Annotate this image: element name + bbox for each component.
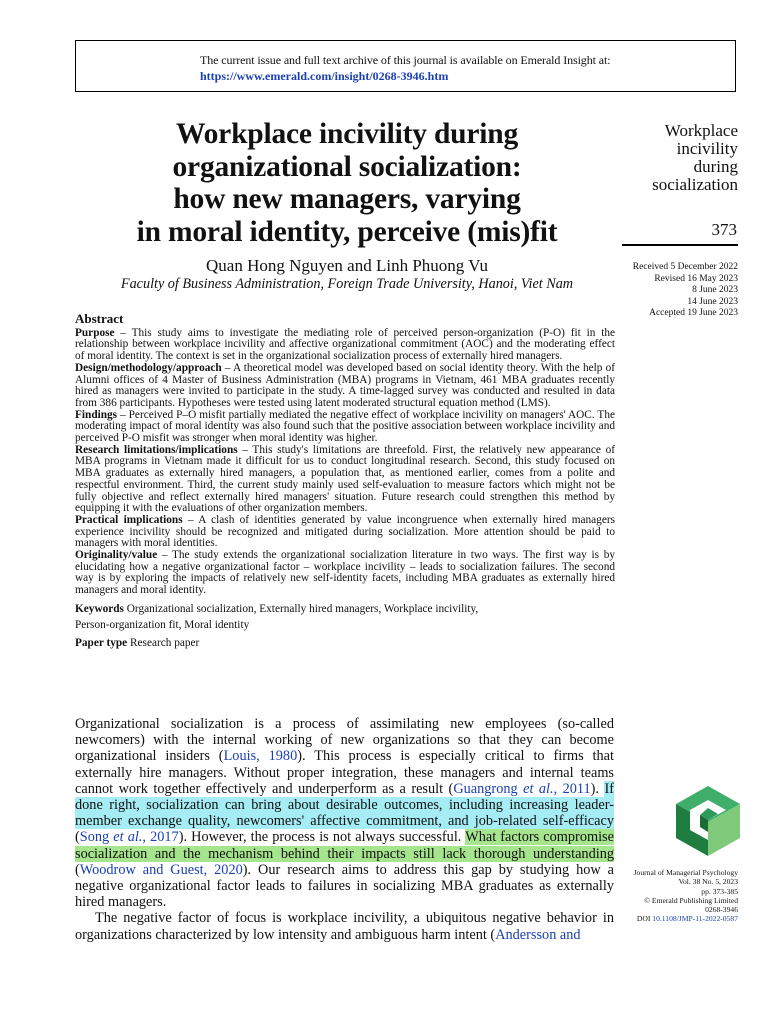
paper-type-text: Research paper bbox=[127, 636, 200, 649]
crossmark-logo-icon[interactable] bbox=[676, 786, 740, 856]
citation-text: , 2017 bbox=[142, 829, 179, 846]
highlighted-text: If done right, socialization can bring about desirable outcomes, including increasing leader-member exchange quality, newcomers' affective commitment, and job-related self-efficacy bbox=[75, 780, 614, 830]
abstract-limitations bbox=[75, 445, 615, 515]
title-line: Workplace incivility during bbox=[175, 118, 519, 150]
accepted-date: Accepted 19 June 2023 bbox=[649, 308, 738, 319]
authors: Quan Hong Nguyen and Linh Phuong Vu bbox=[206, 256, 488, 275]
page-number: 373 bbox=[711, 220, 737, 239]
body-text-run: The negative factor of focus is workplace incivility, a ubiquitous negative behavior in organizations characterized by low intensity and ambiguous harm intent ( bbox=[75, 910, 614, 943]
citation-text: , 2011 bbox=[553, 780, 591, 797]
body-paragraph bbox=[75, 910, 614, 942]
notice-text: The current issue and full text archive of this journal is available on Emerald Insight at: bbox=[200, 53, 611, 67]
running-head bbox=[652, 122, 738, 194]
body-text bbox=[75, 716, 614, 943]
journal-publisher: © Emerald Publishing Limited bbox=[644, 895, 738, 905]
title-rule bbox=[622, 244, 738, 246]
abstract-findings bbox=[75, 410, 615, 445]
abstract-originality bbox=[75, 550, 615, 597]
revised-date: Revised 16 May 2023 bbox=[654, 273, 738, 284]
body-text-run: ). This process is especially critical to firms that externally hire managers. Without proper integration, these managers and internal teams cannot work together effectively and underperform as a result ( bbox=[75, 748, 615, 797]
doi-link[interactable]: 10.1108/JMP-11-2022-0587 bbox=[652, 914, 738, 924]
citation-link[interactable]: Andersson and bbox=[495, 926, 581, 943]
purpose-label: Purpose bbox=[75, 326, 115, 339]
citation-link[interactable] bbox=[80, 829, 179, 845]
abstract bbox=[75, 313, 615, 651]
paper-type bbox=[75, 635, 615, 651]
abstract-purpose bbox=[75, 328, 615, 363]
abstract-heading: Abstract bbox=[75, 311, 124, 326]
journal-name: Journal of Managerial Psychology bbox=[633, 868, 738, 877]
title-line: in moral identity, perceive (mis)fit bbox=[136, 215, 558, 248]
originality-text: – The study extends the organizational socialization literature in two ways. The first way is by elucidating how a negative organizational factor – workplace incivility – leads to socialization failures. The second way is by exploring the impacts of relatively new self-identity facets, including MBA graduates as externally hired managers and moral identity. bbox=[75, 549, 615, 597]
body-text-run: ). bbox=[590, 780, 605, 797]
practical-text: – A clash of identities generated by value incongruence when externally hired managers experience incivility should be recognized and mitigated during socialization. More attention should be paid to managers with moral identities. bbox=[75, 513, 616, 550]
body-text-run: ( bbox=[75, 861, 80, 878]
citation-link[interactable]: Louis, 1980 bbox=[223, 748, 298, 765]
citation-link[interactable]: Woodrow and Guest, 2020 bbox=[79, 861, 243, 878]
article-title bbox=[72, 118, 622, 248]
running-head-line: during bbox=[693, 157, 738, 176]
running-head-line: Workplace bbox=[664, 121, 738, 140]
revised-date: 8 June 2023 bbox=[692, 285, 738, 296]
purpose-text: – This study aims to investigate the mediating role of perceived person-organization (P-O) fit in the relationship between workplace incivility and affective organizational commitment (AOC) and the moderating effect of moral identity. The context is set in the organizational socialization process of externally hired managers. bbox=[75, 326, 615, 363]
keywords-text: Organizational socialization, Externally hired managers, Workplace incivility, bbox=[123, 602, 479, 615]
journal-volume: Vol. 38 No. 5, 2023 bbox=[678, 877, 738, 887]
limitations-label: Research limitations/implications bbox=[75, 443, 238, 456]
revised-date: 14 June 2023 bbox=[687, 296, 738, 307]
findings-label: Findings bbox=[75, 408, 118, 421]
originality-label: Originality/value bbox=[75, 549, 158, 562]
received-date: Received 5 December 2022 bbox=[632, 262, 738, 272]
running-head-line: incivility bbox=[676, 139, 738, 158]
citation-link[interactable] bbox=[453, 781, 590, 797]
journal-issn: 0268-3946 bbox=[705, 905, 738, 915]
abstract-practical bbox=[75, 515, 615, 550]
practical-label: Practical implications bbox=[75, 513, 183, 526]
doi-label: DOI bbox=[636, 914, 653, 924]
limitations-text: – This study's limitations are threefold. First, the relatively new appearance of MBA programs in Vietnam made it difficult for us to conduct longitudinal research. Second, this study focused on MBA graduates as externally hired managers, a population that, as mentioned earlier, comes from a polite and respectful environment. Third, the current study mainly used self-evaluation to measure factors which might not be fully objective and reflect externally hired managers' situation. Future research could strengthen this method by equipping it with the evaluations of other organization members. bbox=[75, 443, 615, 515]
abstract-design bbox=[75, 363, 615, 410]
journal-availability-notice bbox=[75, 40, 736, 92]
keywords-text: Person-organization fit, Moral identity bbox=[75, 618, 250, 631]
keywords-label: Keywords bbox=[75, 602, 124, 615]
submission-dates bbox=[633, 262, 738, 320]
findings-text: – Perceived P–O misfit partially mediated the negative effect of workplace incivility on managers' AOC. The moderating impact of moral identity was also found such that the positive association between workplace incivility and perceived P-O misfit was stronger when moral identity was higher. bbox=[75, 408, 615, 445]
design-text: – A theoretical model was developed based on social identity theory. With the help of Alumni offices of 4 Master of Business Administration (MBA) programs in Vietnam, 461 MBA graduates recently hired as managers were invited to participate in the study. A time-lagged survey was conducted and resulted in data from 386 participants. Hypotheses were tested using latent moderated structural equation method (LMS). bbox=[75, 361, 615, 409]
keywords bbox=[75, 601, 615, 633]
body-paragraph bbox=[75, 716, 614, 910]
highlighted-text: What factors compromise socialization and the mechanism behind their impacts still lack thorough understanding bbox=[75, 829, 614, 862]
body-text-run: ( bbox=[75, 829, 80, 846]
paper-type-label: Paper type bbox=[75, 636, 128, 649]
design-label: Design/methodology/approach bbox=[75, 361, 222, 374]
journal-pages: pp. 373-385 bbox=[701, 886, 738, 896]
body-text-run: ). Our research aims to address this gap by studying how a negative organizational factor leads to failures in socializing MBA graduates as externally hired managers. bbox=[75, 861, 614, 911]
body-text-run: Organizational socialization is a process of assimilating new employees (so-called newcomers) with the internal working of new organizations so that they can become organizational insiders ( bbox=[75, 716, 614, 765]
citation-text: et al. bbox=[523, 780, 554, 797]
journal-doi bbox=[634, 914, 738, 923]
citation-text: et al. bbox=[113, 829, 143, 846]
journal-info bbox=[634, 868, 738, 924]
title-line: how new managers, varying bbox=[173, 183, 521, 215]
running-head-line: socialization bbox=[652, 175, 738, 194]
body-text-run: ). However, the process is not always successful. bbox=[178, 829, 466, 846]
citation-text: Guangrong bbox=[453, 780, 524, 797]
journal-url-link[interactable]: https://www.emerald.com/insight/0268-3946.htm bbox=[200, 69, 449, 83]
title-line: organizational socialization: bbox=[172, 150, 522, 183]
citation-text: Song bbox=[79, 829, 114, 846]
affiliation: Faculty of Business Administration, Foreign Trade University, Hanoi, Viet Nam bbox=[120, 276, 574, 292]
